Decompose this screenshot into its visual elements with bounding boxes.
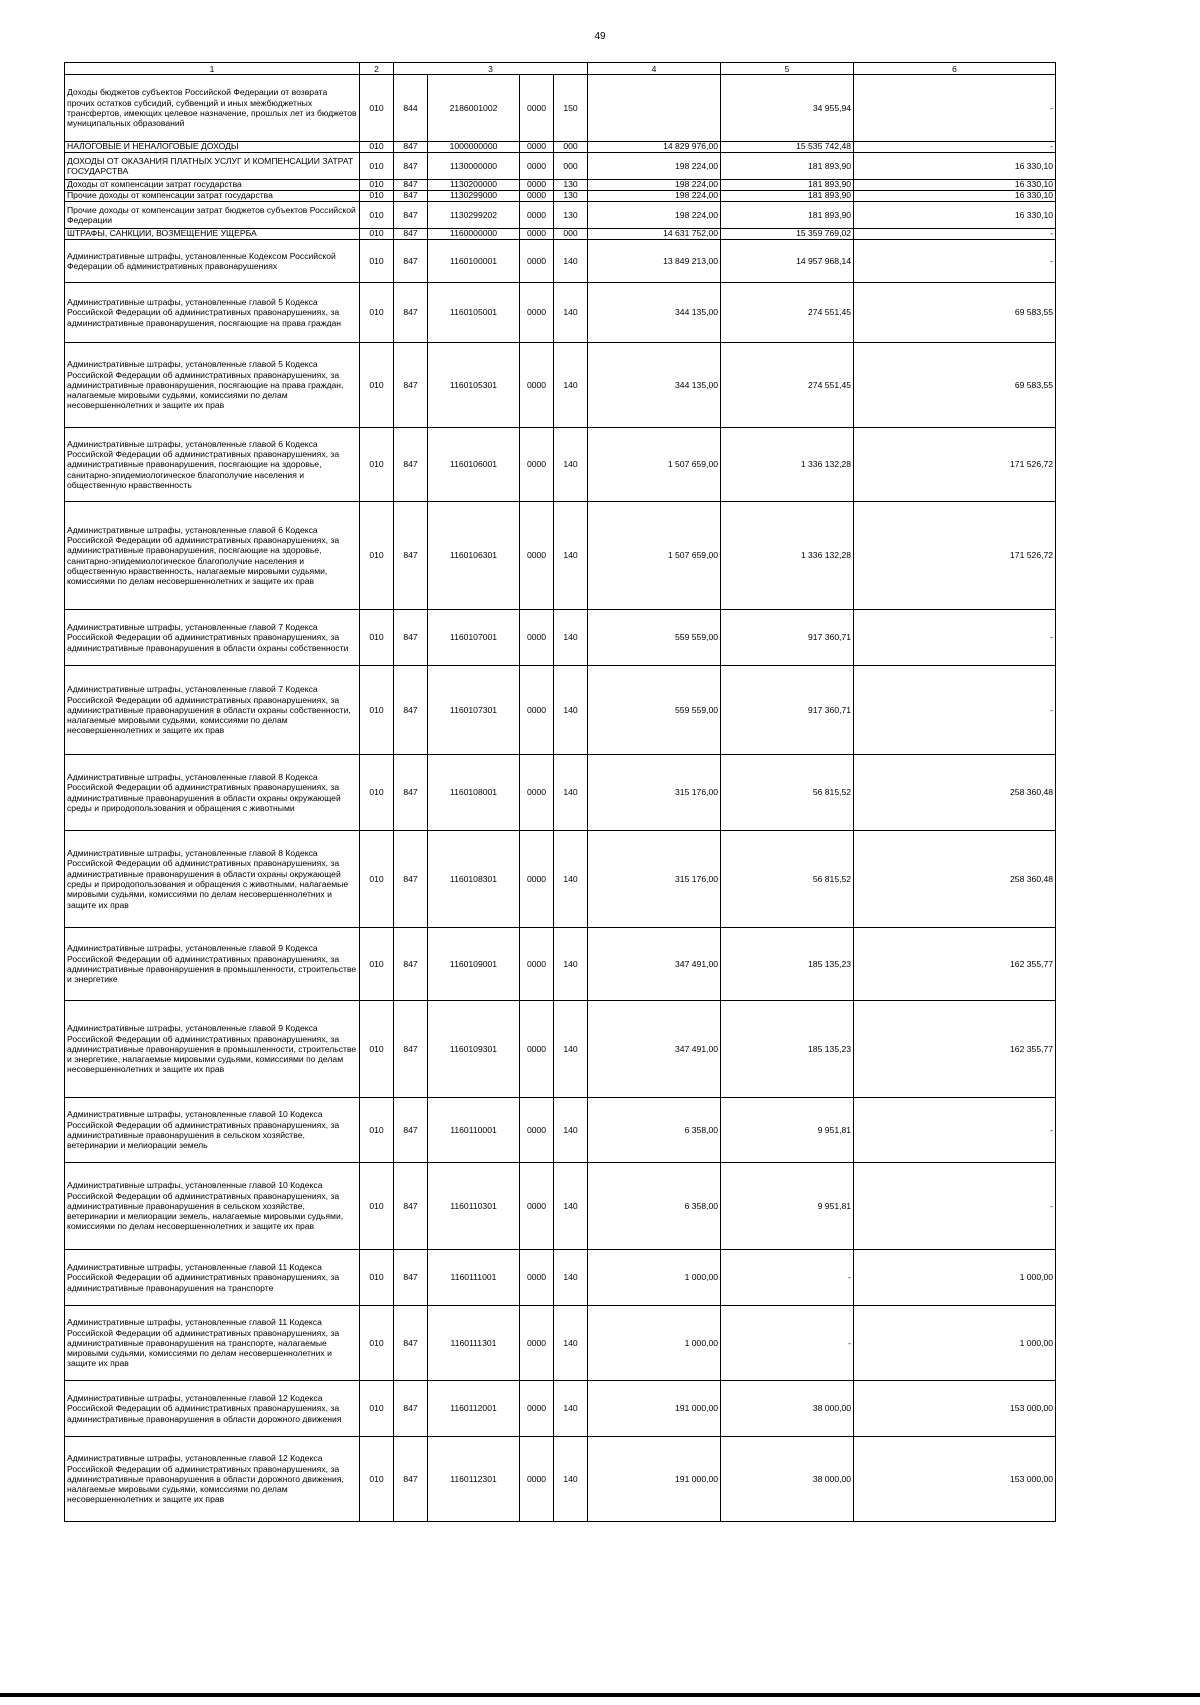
row-code-3: 1160110001 [428,1098,520,1163]
row-value-6: 258 360,48 [854,831,1056,928]
row-code-2: 847 [394,1163,428,1250]
row-name: Административные штрафы, установленные главой 6 Кодекса Российской Федерации об административных правонарушениях, за административные правонарушения, посягающие на здоровье, санитарно-эпидемиологическое благополучие населения и общественную нравственность, налагаемые мировыми судьями, комиссиями по делам несовершеннолетних и защите их прав [65,502,360,610]
row-code-3: 1160111301 [428,1306,520,1381]
row-value-6: 16 330,10 [854,153,1056,180]
row-value-4: 1 507 659,00 [588,502,721,610]
row-value-4: 344 135,00 [588,283,721,343]
row-name: Административные штрафы, установленные главой 7 Кодекса Российской Федерации об административных правонарушениях, за административные правонарушения в области охраны собственности, налагаемые мировыми судьями, комиссиями по делам несовершеннолетних и защите их прав [65,666,360,755]
row-code-1: 010 [360,142,394,153]
row-name: Административные штрафы, установленные главой 8 Кодекса Российской Федерации об административных правонарушениях, за административные правонарушения в области охраны окружающей среды и природопользования и обращения с животными [65,755,360,831]
row-code-1: 010 [360,1250,394,1306]
row-code-5: 140 [554,1381,588,1437]
row-code-4: 0000 [520,142,554,153]
row-code-2: 847 [394,1250,428,1306]
bottom-scan-border [0,1693,1200,1697]
row-value-5: 56 815,52 [721,831,854,928]
row-code-4: 0000 [520,1098,554,1163]
row-code-2: 847 [394,142,428,153]
row-value-5: 38 000,00 [721,1437,854,1522]
row-code-1: 010 [360,180,394,191]
row-value-4: 1 507 659,00 [588,428,721,502]
table-row [65,1001,1056,1098]
row-value-5: 185 135,23 [721,928,854,1001]
row-name: Прочие доходы от компенсации затрат бюджетов субъектов Российской Федерации [65,202,360,229]
row-code-5: 140 [554,755,588,831]
table-row [65,1437,1056,1522]
row-code-3: 1130000000 [428,153,520,180]
row-name: Административные штрафы, установленные главой 12 Кодекса Российской Федерации об административных правонарушениях, за административные правонарушения в области дорожного движения [65,1381,360,1437]
row-code-3: 1160108301 [428,831,520,928]
row-code-3: 1160109001 [428,928,520,1001]
row-code-2: 847 [394,1437,428,1522]
header-col-2: 2 [360,63,394,75]
row-value-6: - [854,75,1056,142]
row-value-4: 191 000,00 [588,1437,721,1522]
row-value-5: 1 336 132,28 [721,428,854,502]
row-code-4: 0000 [520,1437,554,1522]
row-value-6: 162 355,77 [854,928,1056,1001]
row-value-6: 171 526,72 [854,502,1056,610]
row-code-2: 844 [394,75,428,142]
row-code-4: 0000 [520,343,554,428]
row-name: ШТРАФЫ, САНКЦИИ, ВОЗМЕЩЕНИЕ УЩЕРБА [65,229,360,240]
row-code-1: 010 [360,240,394,283]
row-code-1: 010 [360,1098,394,1163]
table-row [65,153,1056,180]
table-row [65,502,1056,610]
row-code-4: 0000 [520,240,554,283]
row-code-3: 1130200000 [428,180,520,191]
row-code-2: 847 [394,831,428,928]
row-value-5: 181 893,90 [721,191,854,202]
table-row [65,755,1056,831]
row-code-2: 847 [394,191,428,202]
row-name: Доходы от компенсации затрат государства [65,180,360,191]
row-code-3: 1160110301 [428,1163,520,1250]
row-value-4: 198 224,00 [588,202,721,229]
row-code-4: 0000 [520,755,554,831]
row-code-3: 1160112301 [428,1437,520,1522]
row-code-2: 847 [394,202,428,229]
row-code-1: 010 [360,1306,394,1381]
row-name: Доходы бюджетов субъектов Российской Федерации от возврата прочих остатков субсидий, субвенций и иных межбюджетных трансфертов, имеющих целевое назначение, прошлых лет из бюджетов муниципальных образований [65,75,360,142]
table-row [65,343,1056,428]
row-code-5: 000 [554,229,588,240]
row-value-4: 198 224,00 [588,180,721,191]
row-code-3: 1160108001 [428,755,520,831]
header-col-1: 1 [65,63,360,75]
row-code-4: 0000 [520,1250,554,1306]
row-code-4: 0000 [520,1163,554,1250]
row-code-1: 010 [360,153,394,180]
row-name: Административные штрафы, установленные главой 6 Кодекса Российской Федерации об административных правонарушениях, за административные правонарушения, посягающие на здоровье, санитарно-эпидемиологическое благополучие населения и общественную нравственность [65,428,360,502]
row-code-5: 140 [554,1098,588,1163]
row-value-5: - [721,1250,854,1306]
row-code-2: 847 [394,428,428,502]
row-value-5: 274 551,45 [721,343,854,428]
table-header [65,63,1056,75]
row-value-5: 38 000,00 [721,1381,854,1437]
row-value-6: - [854,1098,1056,1163]
table-row [65,1098,1056,1163]
row-code-1: 010 [360,666,394,755]
row-value-4: 6 358,00 [588,1098,721,1163]
row-code-3: 1160000000 [428,229,520,240]
row-code-2: 847 [394,610,428,666]
row-code-4: 0000 [520,202,554,229]
row-value-5: 14 957 968,14 [721,240,854,283]
row-code-3: 1160106001 [428,428,520,502]
row-code-4: 0000 [520,666,554,755]
row-code-5: 140 [554,1437,588,1522]
row-code-5: 140 [554,928,588,1001]
row-code-5: 140 [554,283,588,343]
row-value-5: 9 951,81 [721,1163,854,1250]
row-value-5: 9 951,81 [721,1098,854,1163]
row-code-1: 010 [360,1381,394,1437]
row-code-4: 0000 [520,1001,554,1098]
table-row [65,191,1056,202]
table-row [65,142,1056,153]
table-row [65,229,1056,240]
row-code-3: 1160107001 [428,610,520,666]
row-code-5: 150 [554,75,588,142]
row-value-5: 15 535 742,48 [721,142,854,153]
row-value-5: - [721,1306,854,1381]
row-code-4: 0000 [520,75,554,142]
table-row [65,666,1056,755]
row-code-5: 140 [554,1250,588,1306]
table-row [65,283,1056,343]
row-code-3: 1160105301 [428,343,520,428]
row-code-5: 140 [554,502,588,610]
row-name: НАЛОГОВЫЕ И НЕНАЛОГОВЫЕ ДОХОДЫ [65,142,360,153]
row-code-4: 0000 [520,153,554,180]
row-value-6: - [854,229,1056,240]
row-value-4: 6 358,00 [588,1163,721,1250]
header-col-6: 6 [854,63,1056,75]
row-value-5: 181 893,90 [721,153,854,180]
row-value-4: 198 224,00 [588,153,721,180]
row-value-4: 347 491,00 [588,928,721,1001]
row-value-4: 315 176,00 [588,755,721,831]
row-value-6: 153 000,00 [854,1437,1056,1522]
row-code-4: 0000 [520,502,554,610]
table-row [65,928,1056,1001]
row-code-2: 847 [394,240,428,283]
row-name: Административные штрафы, установленные главой 7 Кодекса Российской Федерации об административных правонарушениях, за административные правонарушения в области охраны собственности [65,610,360,666]
row-value-5: 185 135,23 [721,1001,854,1098]
row-value-4: 559 559,00 [588,666,721,755]
row-code-2: 847 [394,283,428,343]
row-code-5: 000 [554,142,588,153]
row-code-3: 2186001002 [428,75,520,142]
row-name: Административные штрафы, установленные главой 9 Кодекса Российской Федерации об административных правонарушениях, за административные правонарушения в промышленности, строительстве и энергетике [65,928,360,1001]
row-code-3: 1160109301 [428,1001,520,1098]
row-code-2: 847 [394,928,428,1001]
row-value-6: 1 000,00 [854,1250,1056,1306]
row-code-5: 000 [554,153,588,180]
row-name: Административные штрафы, установленные главой 9 Кодекса Российской Федерации об административных правонарушениях, за административные правонарушения в промышленности, строительстве и энергетике, налагаемые мировыми судьями, комиссиями по делам несовершеннолетних и защите их прав [65,1001,360,1098]
row-code-4: 0000 [520,1381,554,1437]
row-code-2: 847 [394,343,428,428]
header-col-5: 5 [721,63,854,75]
row-value-6: 16 330,10 [854,180,1056,191]
table-row [65,1163,1056,1250]
row-code-3: 1160111001 [428,1250,520,1306]
row-code-2: 847 [394,229,428,240]
header-col-4: 4 [588,63,721,75]
row-value-4 [588,75,721,142]
row-code-4: 0000 [520,283,554,343]
row-code-3: 1160106301 [428,502,520,610]
row-code-5: 140 [554,831,588,928]
row-name: Административные штрафы, установленные главой 10 Кодекса Российской Федерации об административных правонарушениях, за административные правонарушения в сельском хозяйстве, ветеринарии и мелиорации земель [65,1098,360,1163]
row-code-2: 847 [394,1001,428,1098]
row-value-4: 315 176,00 [588,831,721,928]
row-code-5: 130 [554,202,588,229]
row-value-6: - [854,1163,1056,1250]
row-code-5: 140 [554,1306,588,1381]
row-value-5: 917 360,71 [721,666,854,755]
row-code-3: 1130299202 [428,202,520,229]
row-code-1: 010 [360,202,394,229]
row-name: ДОХОДЫ ОТ ОКАЗАНИЯ ПЛАТНЫХ УСЛУГ И КОМПЕНСАЦИИ ЗАТРАТ ГОСУДАРСТВА [65,153,360,180]
row-code-1: 010 [360,831,394,928]
row-value-5: 181 893,90 [721,180,854,191]
row-value-5: 181 893,90 [721,202,854,229]
row-code-1: 010 [360,75,394,142]
row-code-1: 010 [360,502,394,610]
row-code-3: 1130299000 [428,191,520,202]
row-code-3: 1160107301 [428,666,520,755]
row-value-6: 16 330,10 [854,202,1056,229]
row-value-4: 559 559,00 [588,610,721,666]
row-code-2: 847 [394,666,428,755]
table-row [65,610,1056,666]
row-code-4: 0000 [520,180,554,191]
row-value-4: 14 631 752,00 [588,229,721,240]
row-value-4: 14 829 976,00 [588,142,721,153]
row-value-6: - [854,610,1056,666]
row-code-5: 140 [554,428,588,502]
row-code-5: 140 [554,1001,588,1098]
row-code-1: 010 [360,229,394,240]
row-value-6: 69 583,55 [854,283,1056,343]
row-code-4: 0000 [520,610,554,666]
row-value-6: 16 330,10 [854,191,1056,202]
row-code-3: 1160105001 [428,283,520,343]
row-value-6: 153 000,00 [854,1381,1056,1437]
table-row [65,240,1056,283]
row-value-5: 917 360,71 [721,610,854,666]
row-code-1: 010 [360,283,394,343]
row-value-6: 1 000,00 [854,1306,1056,1381]
row-name: Административные штрафы, установленные главой 8 Кодекса Российской Федерации об административных правонарушениях, за административные правонарушения в области охраны окружающей среды и природопользования и обращения с животными, налагаемые мировыми судьями, комиссиями по делам несовершеннолетних и защите их прав [65,831,360,928]
row-name: Административные штрафы, установленные главой 5 Кодекса Российской Федерации об административных правонарушениях, за административные правонарушения, посягающие на права граждан [65,283,360,343]
row-value-5: 15 359 769,02 [721,229,854,240]
row-code-1: 010 [360,191,394,202]
row-value-4: 13 849 213,00 [588,240,721,283]
row-code-5: 140 [554,343,588,428]
row-code-1: 010 [360,428,394,502]
row-value-4: 344 135,00 [588,343,721,428]
row-code-3: 1000000000 [428,142,520,153]
row-code-2: 847 [394,180,428,191]
row-code-3: 1160112001 [428,1381,520,1437]
row-value-5: 1 336 132,28 [721,502,854,610]
row-code-5: 140 [554,666,588,755]
row-name: Административные штрафы, установленные главой 5 Кодекса Российской Федерации об административных правонарушениях, за административные правонарушения, посягающие на права граждан, налагаемые мировыми судьями, комиссиями по делам несовершеннолетних и защите их прав [65,343,360,428]
row-value-6: - [854,240,1056,283]
row-code-1: 010 [360,1001,394,1098]
row-name: Административные штрафы, установленные главой 11 Кодекса Российской Федерации об административных правонарушениях, за административные правонарушения на транспорте, налагаемые мировыми судьями, комиссиями по делам несовершеннолетних и защите их прав [65,1306,360,1381]
table-row [65,428,1056,502]
row-code-5: 130 [554,180,588,191]
row-code-2: 847 [394,1306,428,1381]
row-code-2: 847 [394,1381,428,1437]
table-row [65,1250,1056,1306]
row-code-5: 140 [554,1163,588,1250]
page-number: 49 [594,31,606,42]
row-code-1: 010 [360,343,394,428]
row-name: Административные штрафы, установленные Кодексом Российской Федерации об административных правонарушениях [65,240,360,283]
row-code-2: 847 [394,1098,428,1163]
row-code-5: 140 [554,240,588,283]
row-value-4: 1 000,00 [588,1250,721,1306]
row-code-1: 010 [360,755,394,831]
row-value-5: 56 815,52 [721,755,854,831]
row-name: Прочие доходы от компенсации затрат государства [65,191,360,202]
row-code-2: 847 [394,153,428,180]
table-row [65,75,1056,142]
table-row [65,831,1056,928]
row-code-4: 0000 [520,928,554,1001]
row-value-6: 171 526,72 [854,428,1056,502]
table-body [65,75,1056,1522]
row-code-4: 0000 [520,831,554,928]
row-code-2: 847 [394,502,428,610]
row-code-5: 130 [554,191,588,202]
table-row [65,1306,1056,1381]
row-name: Административные штрафы, установленные главой 10 Кодекса Российской Федерации об административных правонарушениях, за административные правонарушения в сельском хозяйстве, ветеринарии и мелиорации земель, налагаемые мировыми судьями, комиссиями по делам несовершеннолетних и защите их прав [65,1163,360,1250]
row-code-4: 0000 [520,229,554,240]
row-code-5: 140 [554,610,588,666]
row-code-1: 010 [360,1163,394,1250]
row-code-1: 010 [360,1437,394,1522]
row-value-6: - [854,666,1056,755]
row-code-4: 0000 [520,428,554,502]
row-value-6: - [854,142,1056,153]
budget-table [64,62,1056,1522]
table-row [65,1381,1056,1437]
row-value-6: 162 355,77 [854,1001,1056,1098]
row-code-3: 1160100001 [428,240,520,283]
row-value-5: 274 551,45 [721,283,854,343]
row-value-6: 258 360,48 [854,755,1056,831]
header-col-3: 3 [394,63,588,75]
row-code-4: 0000 [520,1306,554,1381]
row-code-1: 010 [360,610,394,666]
row-code-2: 847 [394,755,428,831]
table-row [65,180,1056,191]
row-value-4: 1 000,00 [588,1306,721,1381]
row-value-6: 69 583,55 [854,343,1056,428]
row-value-4: 347 491,00 [588,1001,721,1098]
table-row [65,202,1056,229]
row-name: Административные штрафы, установленные главой 11 Кодекса Российской Федерации об административных правонарушениях, за административные правонарушения на транспорте [65,1250,360,1306]
row-value-4: 191 000,00 [588,1381,721,1437]
row-code-4: 0000 [520,191,554,202]
row-code-1: 010 [360,928,394,1001]
row-value-5: 34 955,94 [721,75,854,142]
row-value-4: 198 224,00 [588,191,721,202]
row-name: Административные штрафы, установленные главой 12 Кодекса Российской Федерации об административных правонарушениях, за административные правонарушения в области дорожного движения, налагаемые мировыми судьями, комиссиями по делам несовершеннолетних и защите их прав [65,1437,360,1522]
